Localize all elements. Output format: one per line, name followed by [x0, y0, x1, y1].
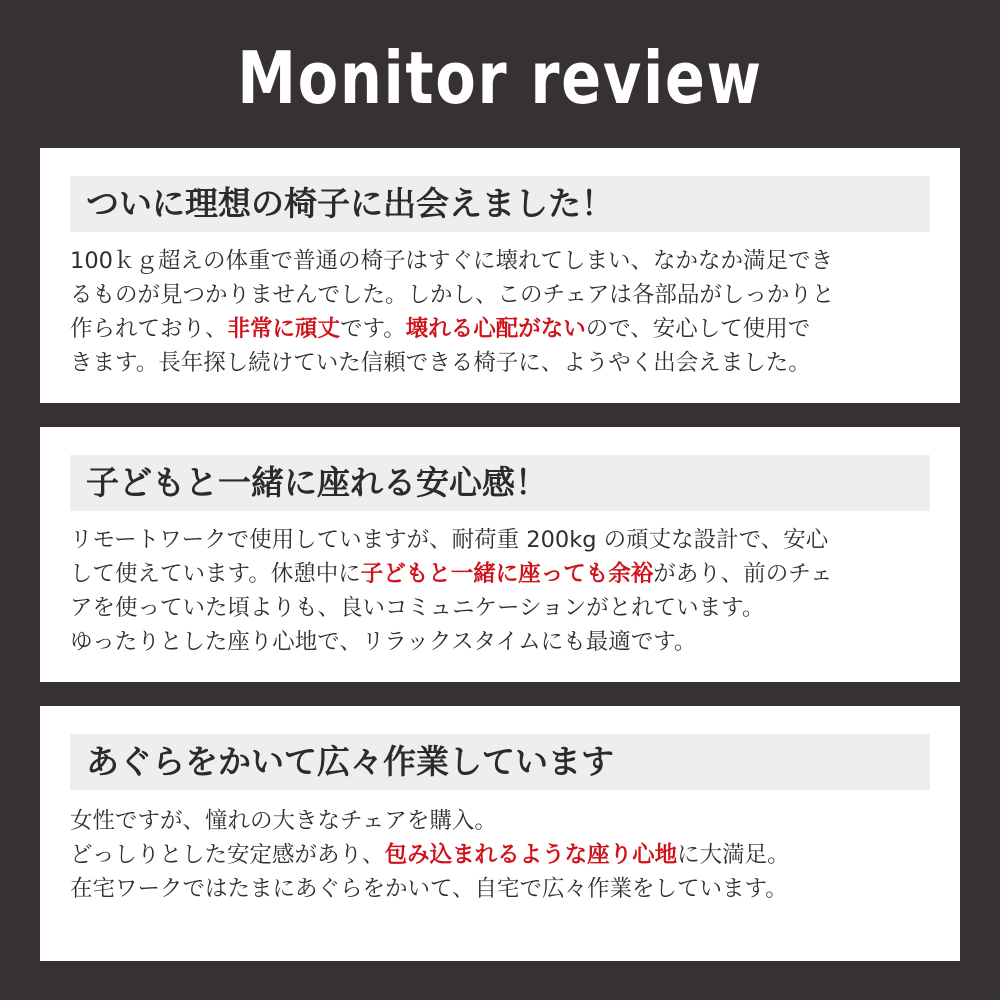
- review-text: るものが見つかりませんでした。しかし、このチェアは各部品がしっかりと: [70, 282, 835, 308]
- review-body: [70, 244, 938, 380]
- review-card: [40, 427, 960, 682]
- review-text: 100ｋｇ超えの体重で普通の椅子はすぐに壊れてしまい、なかなか満足でき: [70, 248, 833, 274]
- review-text-line: [70, 625, 938, 659]
- highlighted-text: 子どもと一緒に座っても余裕: [360, 561, 654, 587]
- review-card: [40, 148, 960, 403]
- review-text: ゆったりとした座り心地で、リラックスタイムにも最適です。: [70, 629, 697, 655]
- page-title: Monitor review: [237, 36, 763, 120]
- highlighted-text: 非常に頑丈: [227, 316, 341, 342]
- highlighted-text: 包み込まれるような座り心地: [384, 842, 678, 868]
- review-text: ので、安心して使用で: [585, 316, 811, 342]
- review-text: アを使っていた頃よりも、良いコミュニケーションがとれています。: [70, 595, 765, 621]
- review-heading: ついに理想の椅子に出会えました！: [86, 184, 614, 223]
- review-card: [40, 706, 960, 961]
- review-heading-bar: [70, 176, 930, 232]
- review-text: リモートワークで使用していますが、耐荷重 200kg の頑丈な設計で、安心: [70, 527, 829, 553]
- review-text: どっしりとした安定感があり、: [70, 842, 385, 868]
- review-text-line: [70, 557, 938, 591]
- review-text: に大満足。: [677, 842, 790, 868]
- review-text-line: [70, 872, 938, 906]
- review-heading-bar: [70, 455, 930, 511]
- review-text-line: [70, 312, 938, 346]
- review-heading: あぐらをかいて広々作業しています: [86, 742, 614, 781]
- review-text-line: [70, 838, 938, 872]
- review-text: 女性ですが、憧れの大きなチェアを購入。: [70, 808, 497, 834]
- review-text-line: [70, 804, 938, 838]
- review-text-line: [70, 591, 938, 625]
- review-text: です。: [340, 316, 406, 342]
- review-text-line: [70, 346, 938, 380]
- review-text-line: [70, 244, 938, 278]
- review-text: きます。長年探し続けていた信頼できる椅子に、ようやく出会えました。: [70, 350, 811, 376]
- review-body: [70, 523, 938, 659]
- review-text: して使えています。休憩中に: [70, 561, 361, 587]
- review-text: 在宅ワークではたまにあぐらをかいて、自宅で広々作業をしています。: [70, 876, 788, 902]
- review-heading-bar: [70, 734, 930, 790]
- review-heading: 子どもと一緒に座れる安心感！: [86, 463, 548, 502]
- review-text: 作られており、: [70, 316, 228, 342]
- review-text-line: [70, 523, 938, 557]
- review-text: があり、前のチェ: [653, 561, 833, 587]
- review-body: [70, 804, 938, 906]
- review-text-line: [70, 278, 938, 312]
- highlighted-text: 壊れる心配がない: [405, 316, 586, 342]
